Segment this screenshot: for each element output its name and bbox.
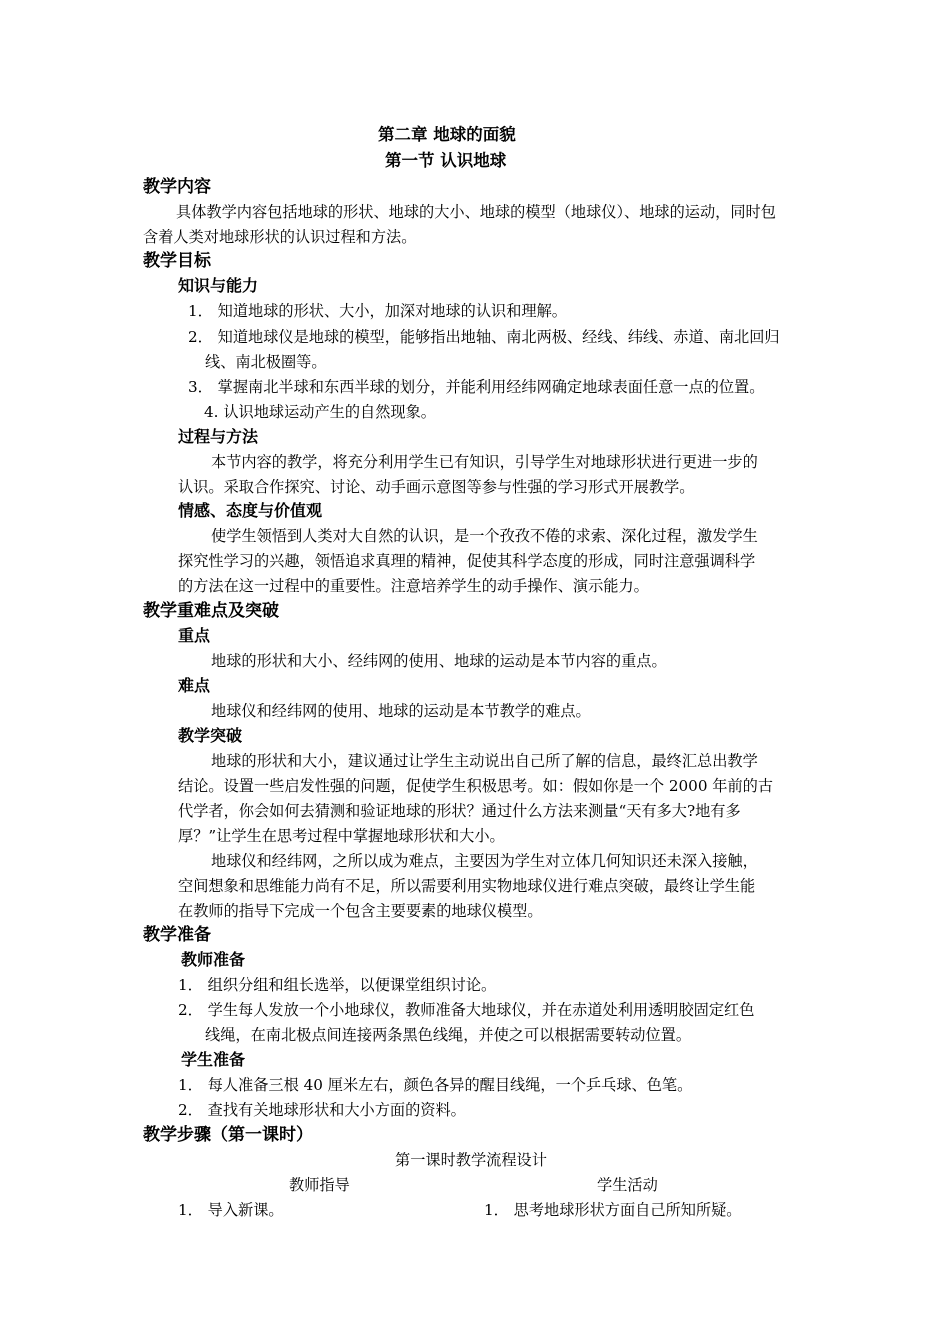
- paragraph-line: 含着人类对地球形状的认识过程和方法。: [143, 228, 417, 246]
- paragraph-line: 在教师的指导下完成一个包含主要要素的地球仪模型。: [178, 902, 543, 920]
- subheading-knowledge: 知识与能力: [178, 276, 259, 295]
- table-cell-teacher: 1． 导入新课。: [178, 1201, 284, 1219]
- subheading-process: 过程与方法: [178, 427, 259, 446]
- paragraph-line: 使学生领悟到人类对大自然的认识，是一个孜孜不倦的求索、深化过程，激发学生: [211, 527, 758, 545]
- table-cell-student: 1． 思考地球形状方面自己所知所疑。: [484, 1201, 742, 1219]
- paragraph-line: 本节内容的教学，将充分利用学生已有知识，引导学生对地球形状进行更进一步的: [211, 453, 758, 471]
- subheading-emotion: 情感、态度与价值观: [178, 501, 323, 520]
- list-item-continued: 线绳，在南北极点间连接两条黑色线绳，并使之可以根据需要转动位置。: [205, 1026, 691, 1044]
- heading-teaching-goals: 教学目标: [143, 251, 211, 271]
- list-item-continued: 线、南北极圈等。: [205, 353, 327, 371]
- heading-teaching-content: 教学内容: [143, 177, 211, 197]
- list-item: 2． 知道地球仪是地球的模型，能够指出地轴、南北两极、经线、纬线、赤道、南北回归: [188, 328, 780, 346]
- paragraph-line: 地球仪和经纬网，之所以成为难点，主要因为学生对立体几何知识还未深入接触，: [211, 852, 758, 870]
- paragraph-line: 空间想象和思维能力尚有不足，所以需要利用实物地球仪进行难点突破，最终让学生能: [178, 877, 756, 895]
- paragraph-line: 具体教学内容包括地球的形状、地球的大小、地球的模型（地球仪）、地球的运动，同时包: [176, 203, 776, 221]
- heading-teaching-prep: 教学准备: [143, 925, 211, 945]
- paragraph-line: 地球的形状和大小，建议通过让学生主动说出自己所了解的信息，最终汇总出教学: [211, 752, 758, 770]
- paragraph-line: 地球的形状和大小、经纬网的使用、地球的运动是本节内容的重点。: [211, 652, 667, 670]
- heading-teaching-steps: 教学步骤（第一课时）: [143, 1125, 313, 1145]
- flow-title: 第一课时教学流程设计: [395, 1151, 547, 1169]
- chapter-title: 第二章 地球的面貌: [378, 125, 516, 144]
- list-item: 4. 认识地球运动产生的自然现象。: [204, 403, 436, 421]
- subheading-breakthrough: 教学突破: [178, 726, 243, 745]
- paragraph-line: 地球仪和经纬网的使用、地球的运动是本节教学的难点。: [211, 702, 591, 720]
- column-header-teacher: 教师指导: [289, 1176, 350, 1194]
- column-header-student: 学生活动: [597, 1176, 658, 1194]
- list-item: 1． 每人准备三根 40 厘米左右，颜色各异的醒目线绳，一个乒乓球、色笔。: [178, 1076, 693, 1094]
- paragraph-line: 结论。设置一些启发性强的问题，促使学生积极思考。如：假如你是一个 2000 年前的古: [178, 777, 774, 795]
- list-item: 2． 查找有关地球形状和大小方面的资料。: [178, 1101, 466, 1119]
- paragraph-line: 代学者，你会如何去猜测和验证地球的形状？通过什么方法来测量“天有多大?地有多: [178, 802, 741, 820]
- subheading-student-prep: 学生准备: [181, 1050, 246, 1069]
- paragraph-line: 探究性学习的兴趣，领悟追求真理的精神，促使其科学态度的形成，同时注意强调科学: [178, 552, 756, 570]
- list-item: 1． 知道地球的形状、大小，加深对地球的认识和理解。: [188, 302, 567, 320]
- subheading-difficult: 难点: [178, 676, 211, 695]
- heading-key-points: 教学重难点及突破: [143, 601, 279, 621]
- subheading-key: 重点: [178, 626, 211, 645]
- section-title: 第一节 认识地球: [385, 151, 507, 170]
- paragraph-line: 的方法在这一过程中的重要性。注意培养学生的动手操作、演示能力。: [178, 577, 649, 595]
- list-item: 1． 组织分组和组长选举，以便课堂组织讨论。: [178, 976, 497, 994]
- list-item: 3． 掌握南北半球和东西半球的划分，并能利用经纬网确定地球表面任意一点的位置。: [188, 378, 765, 396]
- paragraph-line: 厚？”让学生在思考过程中掌握地球形状和大小。: [178, 827, 505, 845]
- subheading-teacher-prep: 教师准备: [181, 950, 246, 969]
- paragraph-line: 认识。采取合作探究、讨论、动手画示意图等参与性强的学习形式开展教学。: [178, 478, 695, 496]
- list-item: 2． 学生每人发放一个小地球仪，教师准备大地球仪，并在赤道处利用透明胶固定红色: [178, 1001, 755, 1019]
